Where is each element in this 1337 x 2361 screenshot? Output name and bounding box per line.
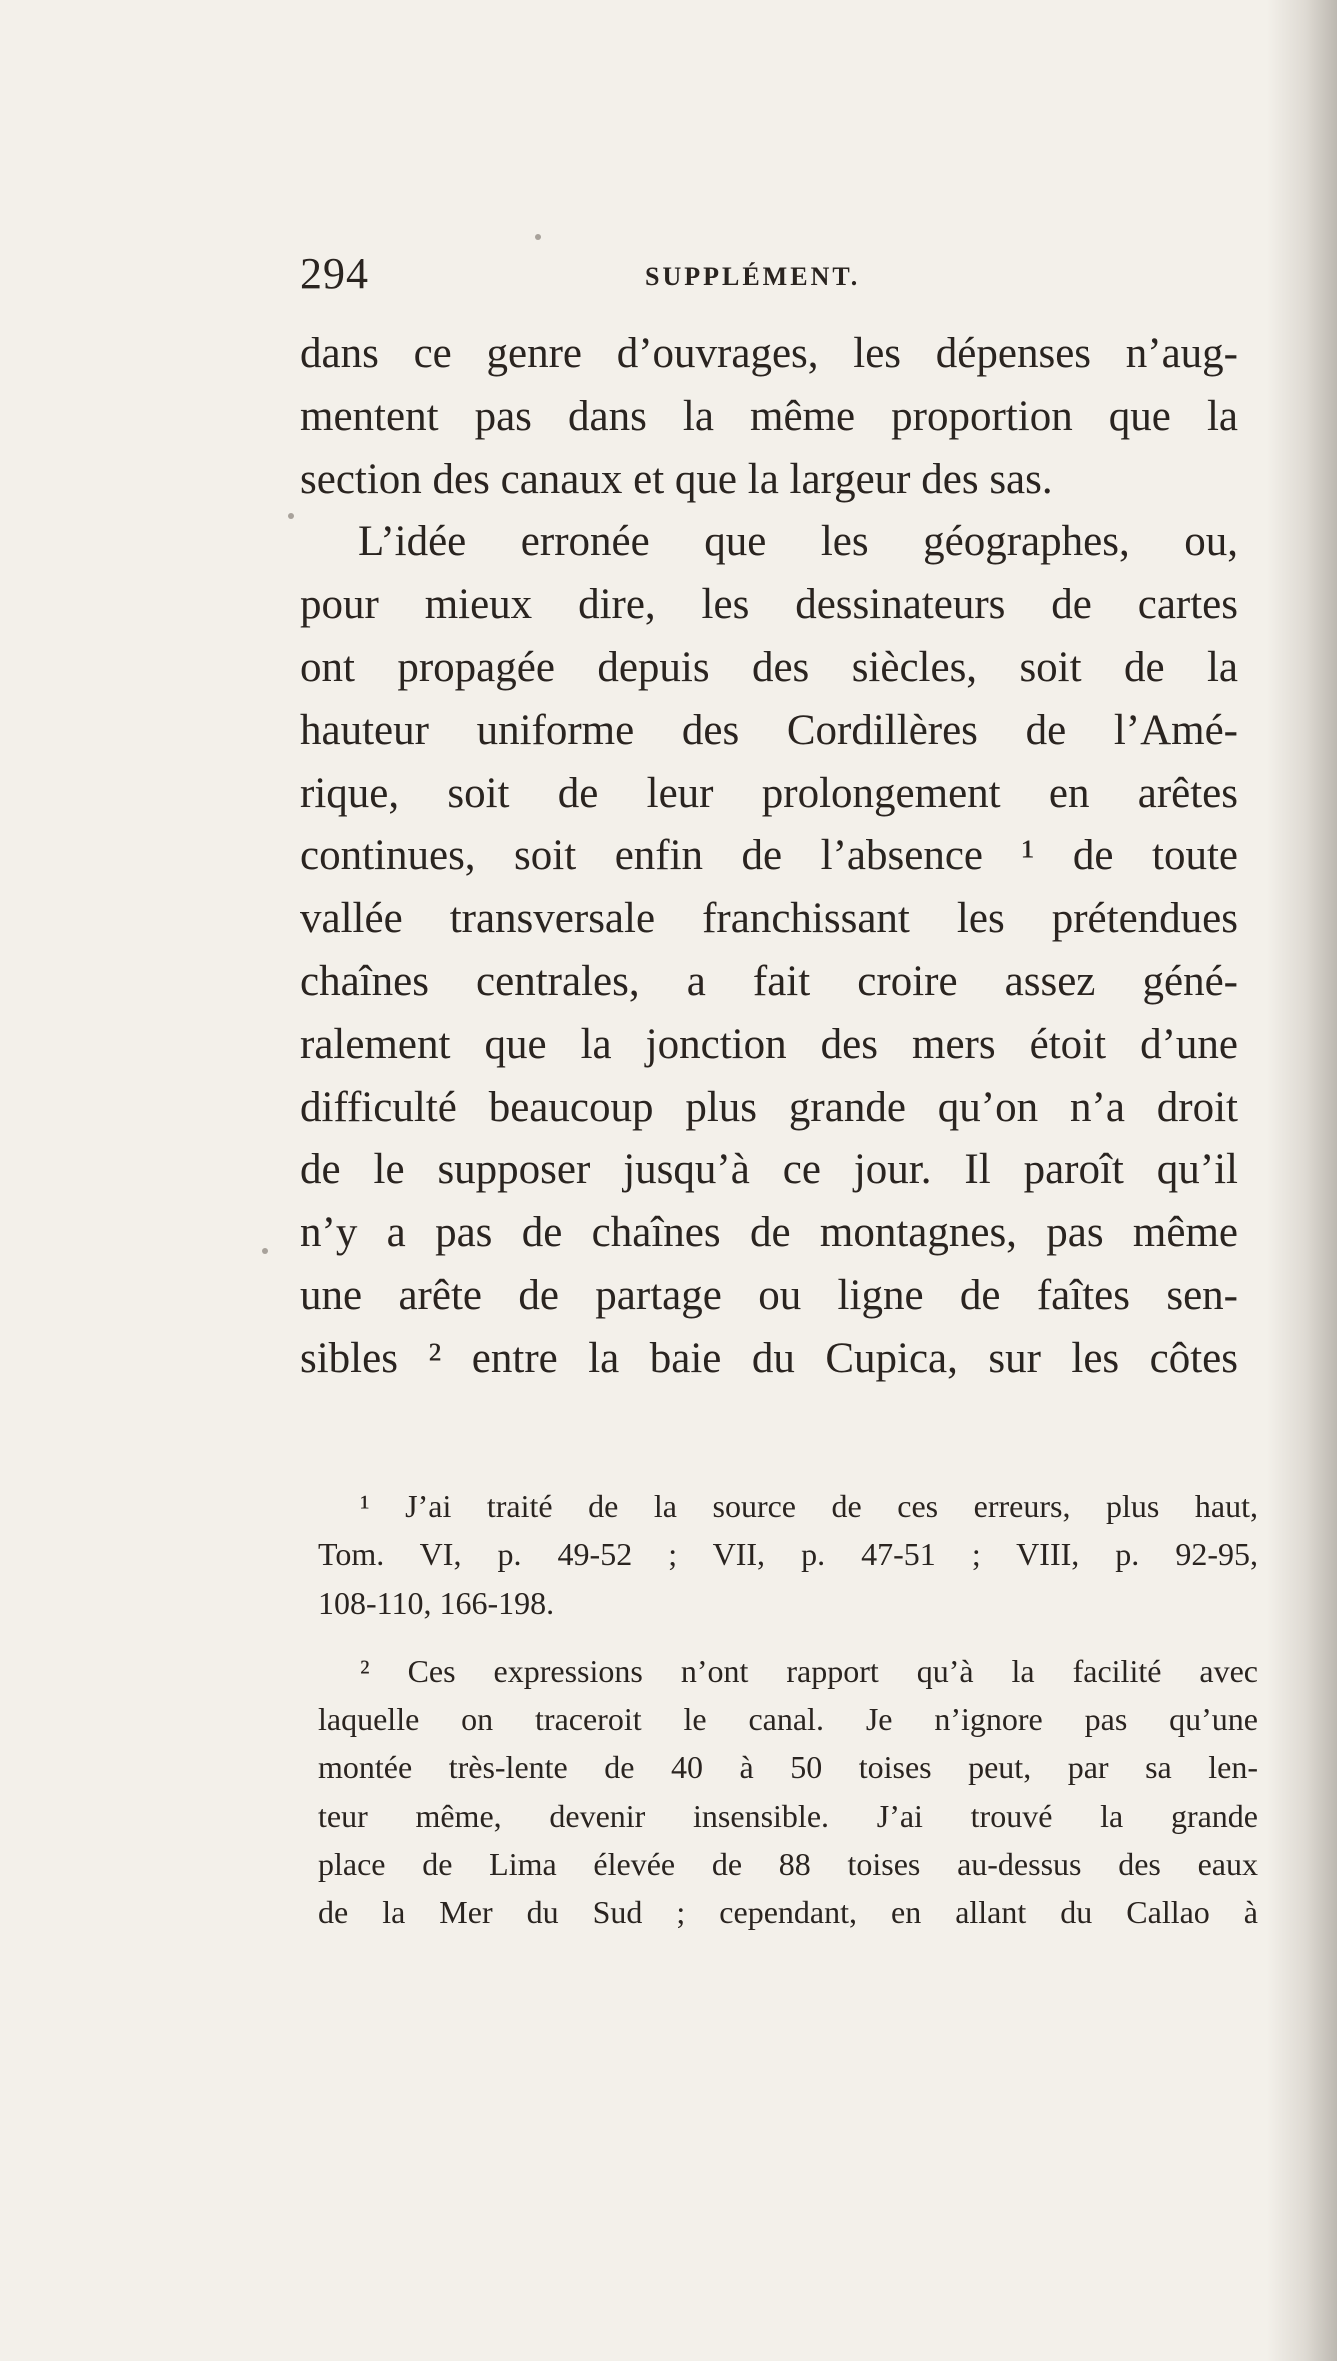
footnote-1 — [318, 1482, 1258, 1627]
body-line: dans ce genre d’ouvrages, les dépenses n’aug- — [300, 330, 1238, 377]
body-line: mentent pas dans la même proportion que la — [300, 392, 1238, 440]
body-line: pour mieux dire, les dessinateurs de cartes — [300, 581, 1238, 629]
footnote-line: Tom. VI, p. 49-52 ; VII, p. 47-51 ; VIII, p. 92-95, — [318, 1536, 1258, 1573]
running-title: SUPPLÉMENT. — [645, 262, 861, 291]
body-line: difficulté beaucoup plus grande qu’on n’a droit — [300, 1083, 1238, 1131]
footnote-line: teur même, devenir insensible. J’ai trouvé la grande — [318, 1797, 1258, 1834]
page-number: 294 — [300, 249, 369, 298]
footnote-line: place de Lima élevée de 88 toises au-dessus des eaux — [318, 1846, 1258, 1883]
body-line: sibles ² entre la baie du Cupica, sur les côtes — [300, 1334, 1238, 1382]
body-line: ralement que la jonction des mers étoit d’une — [300, 1020, 1238, 1068]
footnote-line: ¹ J’ai traité de la source de ces erreurs, plus haut, — [360, 1488, 1258, 1524]
body-line: continues, soit enfin de l’absence ¹ de toute — [300, 832, 1238, 880]
body-line: chaînes centrales, a fait croire assez géné- — [300, 957, 1238, 1005]
page-edge-shadow — [1267, 0, 1337, 2361]
body-line: ont propagée depuis des siècles, soit de la — [300, 643, 1238, 691]
body-line: une arête de partage ou ligne de faîtes sen- — [300, 1271, 1238, 1319]
body-line: L’idée erronée que les géographes, ou, — [358, 518, 1238, 566]
footnote-line: 108-110, 166-198. — [318, 1584, 555, 1621]
ink-speck — [288, 513, 294, 519]
footnote-line: ² Ces expressions n’ont rapport qu’à la facilité avec — [360, 1652, 1258, 1689]
body-line: vallée transversale franchissant les prétendues — [300, 895, 1238, 943]
body-line: n’y a pas de chaînes de montagnes, pas même — [300, 1209, 1238, 1257]
footnote-gap — [318, 1627, 1258, 1647]
footnote-line: montée très-lente de 40 à 50 toises peut, par sa len- — [318, 1749, 1258, 1786]
ink-speck — [535, 234, 541, 240]
footnote-line: de la Mer du Sud ; cependant, en allant du Callao à — [318, 1894, 1258, 1931]
body-text — [300, 323, 1238, 1391]
body-line: hauteur uniforme des Cordillères de l’Amé- — [300, 706, 1238, 754]
footnote-line: laquelle on traceroit le canal. Je n’ignore pas qu’une — [318, 1701, 1258, 1738]
footnotes — [318, 1482, 1258, 1937]
body-line: section des canaux et que la largeur des sas. — [300, 455, 1053, 503]
footnote-2 — [318, 1647, 1258, 1937]
body-line: rique, soit de leur prolongement en arêtes — [300, 769, 1238, 817]
page-header — [300, 248, 1230, 318]
body-line: de le supposer jusqu’à ce jour. Il paroît qu’il — [300, 1146, 1238, 1194]
ink-speck — [262, 1248, 268, 1254]
